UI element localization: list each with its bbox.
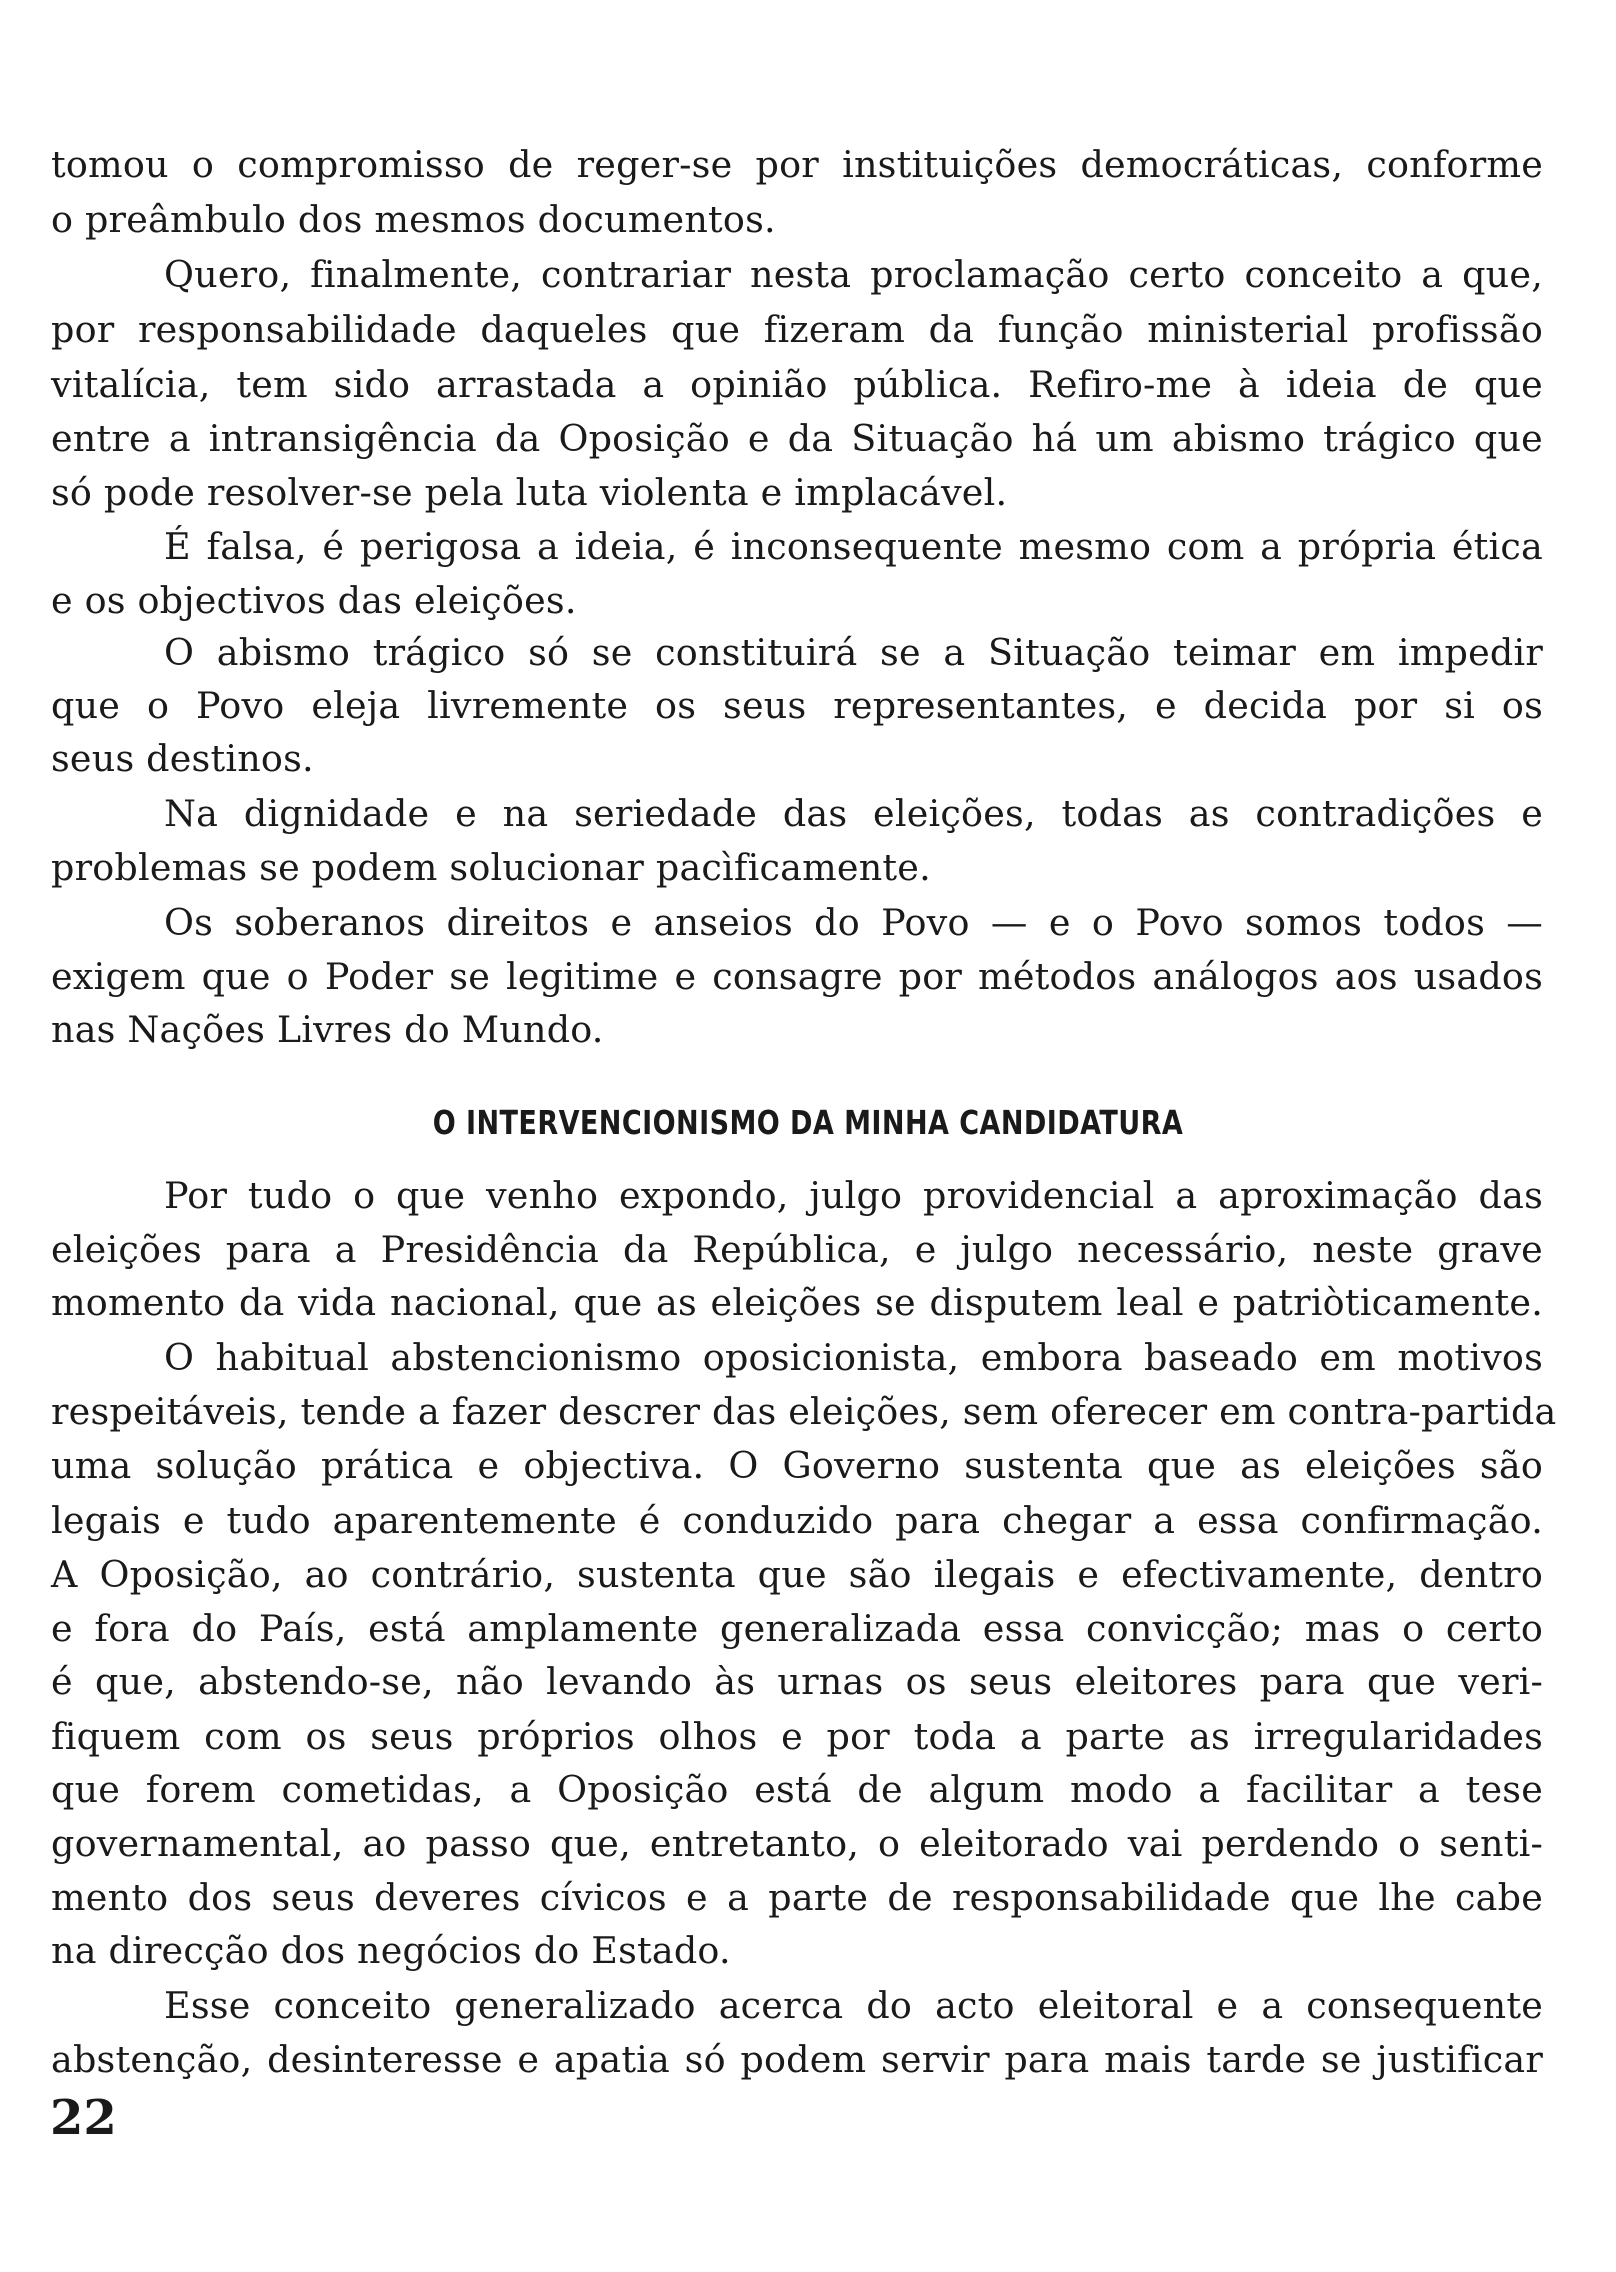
text-line: entre a intransigência da Oposição e da Situação há um abismo trágico que: [51, 417, 1543, 460]
text-line: Os soberanos direitos e anseios do Povo — e o Povo somos todos —: [164, 901, 1543, 944]
text-line: momento da vida nacional, que as eleições se disputem leal e patriòticamente.: [51, 1281, 1543, 1324]
text-line: fiquem com os seus próprios olhos e por toda a parte as irregularidades: [51, 1715, 1543, 1758]
text-line: problemas se podem solucionar pacìficamente.: [51, 846, 931, 889]
text-line: exigem que o Poder se legitime e consagre por métodos análogos aos usados: [51, 955, 1543, 998]
text-line: É falsa, é perigosa a ideia, é inconsequente mesmo com a própria ética: [164, 525, 1543, 568]
page-number: 22: [50, 2090, 117, 2146]
text-line: tomou o compromisso de reger-se por instituições democráticas, conforme: [51, 143, 1543, 186]
text-line: uma solução prática e objectiva. O Governo sustenta que as eleições são: [51, 1444, 1543, 1487]
text-line: vitalícia, tem sido arrastada a opinião pública. Refiro-me à ideia de que: [51, 363, 1543, 406]
text-line: nas Nações Livres do Mundo.: [51, 1008, 604, 1051]
text-line: eleições para a Presidência da República, e julgo necessário, neste grave: [51, 1228, 1543, 1271]
text-line: seus destinos.: [51, 737, 314, 780]
text-line: mento dos seus deveres cívicos e a parte de responsabilidade que lhe cabe: [51, 1876, 1543, 1919]
text-line: Na dignidade e na seriedade das eleições, todas as contradições e: [164, 792, 1543, 835]
text-line: legais e tudo aparentemente é conduzido para chegar a essa confirmação.: [51, 1499, 1543, 1542]
text-line: que forem cometidas, a Oposição está de algum modo a facilitar a tese: [51, 1768, 1543, 1811]
text-line: A Oposição, ao contrário, sustenta que são ilegais e efectivamente, dentro: [51, 1553, 1543, 1596]
section-heading: O INTERVENCIONISMO DA MINHA CANDIDATURA: [432, 1103, 1184, 1142]
text-line: e os objectivos das eleições.: [51, 579, 577, 622]
text-line: por responsabilidade daqueles que fizeram da função ministerial profissão: [51, 308, 1543, 351]
text-line: é que, abstendo-se, não levando às urnas os seus eleitores para que veri-: [51, 1660, 1543, 1703]
text-line: governamental, ao passo que, entretanto, o eleitorado vai perdendo o senti-: [51, 1822, 1543, 1865]
text-line: Por tudo o que venho expondo, julgo providencial a aproximação das: [164, 1174, 1543, 1217]
text-line: abstenção, desinteresse e apatia só podem servir para mais tarde se justificar: [51, 2038, 1543, 2081]
text-line: respeitáveis, tende a fazer descrer das eleições, sem oferecer em contra-partida: [51, 1390, 1557, 1433]
text-line: só pode resolver-se pela luta violenta e implacável.: [51, 471, 1008, 514]
text-line: e fora do País, está amplamente generalizada essa convicção; mas o certo: [51, 1607, 1543, 1650]
text-line: o preâmbulo dos mesmos documentos.: [51, 198, 776, 241]
text-line: que o Povo eleja livremente os seus representantes, e decida por si os: [51, 684, 1543, 727]
text-line: O habitual abstencionismo oposicionista, embora baseado em motivos: [164, 1336, 1543, 1379]
text-line: O abismo trágico só se constituirá se a Situação teimar em impedir: [164, 631, 1543, 674]
text-line: Quero, finalmente, contrariar nesta proclamação certo conceito a que,: [164, 253, 1543, 296]
text-line: Esse conceito generalizado acerca do acto eleitoral e a consequente: [164, 1984, 1543, 2027]
text-line: na direcção dos negócios do Estado.: [51, 1929, 731, 1972]
